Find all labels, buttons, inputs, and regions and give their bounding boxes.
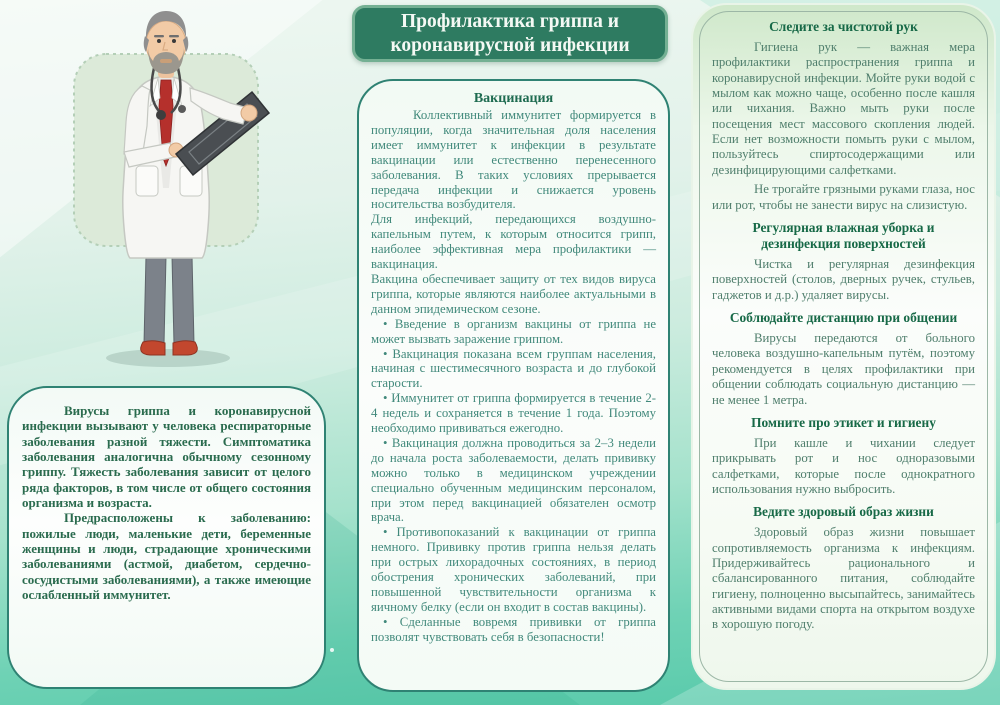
section-heading-healthy-lifestyle: Ведите здоровый образ жизни	[753, 504, 934, 520]
vaccination-bullet: • Сделанные вовремя прививки от гриппа позволят чувствовать себя в безопасности!	[371, 615, 656, 645]
vaccination-bullet: • Противопоказаний к вакцинации от гриппа немного. Прививку против гриппа нельзя делать при острых лихорадочных состояниях, в период обострения хронических заболеваний, при повышенной чувствительности организма к яичному белку (если он входит в состав вакцины).	[371, 525, 656, 614]
section-paragraph: Вирусы передаются от больного человека воздушно-капельным путём, поэтому рекомендуется в целях профилактики при общении соблюдать социальную дистанцию — не менее 1 метра.	[712, 331, 975, 407]
sparkle-dot	[330, 648, 334, 652]
vaccination-bullet: • Вакцинация должна проводиться за 2–3 недели до начала роста заболеваемости, делать прививку можно только в медицинском учреждении специально обученным медицинским персоналом, при этом перед вакцинацией обязателен осмотр врача.	[371, 436, 656, 525]
hygiene-box-inner	[699, 11, 988, 682]
section-heading-cleaning: Регулярная влажная уборка и дезинфекция поверхностей	[752, 219, 935, 251]
section-paragraph: Здоровый образ жизни повышает сопротивляемость организма к инфекциям. Придерживайтесь рационального и сбалансированного питания, соблюдайте гигиену, полноценно высыпайтесь, занимайтесь активными видами спорта на открытом воздухе в хорошую погоду.	[712, 525, 975, 632]
section-heading-hand-hygiene: Следите за чистотой рук	[769, 19, 918, 34]
vaccination-box	[357, 79, 670, 692]
vaccination-paragraph: Вакцина обеспечивает защиту от тех видов вируса гриппа, которые являются наиболее актуальными в данном эпидемическом сезоне.	[371, 271, 656, 316]
title-banner	[352, 5, 668, 62]
vaccination-paragraph: Коллективный иммунитет формируется в популяции, когда значительная доля населения имеет иммунитет к инфекции в результате вакцинации или естественно перенесенного заболевания. В таких условиях прерывается передача инфекции и снижается уровень носительства возбудителя.	[371, 108, 656, 212]
page-title: Профилактика гриппа и коронавирусной инфекции	[390, 10, 630, 56]
section-heading-distance: Соблюдайте дистанцию при общении	[729, 310, 958, 326]
doctor-with-tablet-drawing	[48, 6, 298, 378]
section-paragraph: Чистка и регулярная дезинфекция поверхностей (столов, дверных ручек, стульев, гаджетов и д.р.) удаляет вирусы.	[712, 257, 975, 302]
vaccination-paragraph: Для инфекций, передающихся воздушно-капельным путем, к которым относится грипп, наиболее эффективная мера профилактики — вакцинация.	[371, 212, 656, 272]
vaccination-heading: Вакцинация	[473, 91, 554, 106]
vaccination-bullet: • Вакцинация показана всем группам населения, начиная с шестимесячного возраста и до глубокой старости.	[371, 347, 656, 392]
section-paragraph: Гигиена рук — важная мера профилактики распространения гриппа и коронавирусной инфекции. Мойте руки водой с мылом как можно чаще, особенно после кашля или чихания. Важно мыть руки после посещения мест массового скопления людей. Если нет возможности помыть руки с мылом, пользуйтесь спиртосодержащими или дезинфицирующими салфетками.	[712, 40, 975, 177]
hygiene-box	[691, 3, 996, 690]
section-paragraph: При кашле и чихании следует прикрывать рот и нос одноразовыми салфетками, которые после однократного использования нужно выбросить.	[712, 435, 975, 496]
virus-info-box	[7, 386, 326, 689]
section-paragraph: Не трогайте грязными руками глаза, нос или рот, чтобы не занести вирус на слизистую.	[712, 182, 975, 212]
virus-risk-groups-paragraph: Предрасположены к заболеванию: пожилые люди, маленькие дети, беременные женщины и люди, страдающие хроническими заболеваниями (астмой, диабетом, сердечно-сосудистыми заболеваниями), а также имеющие ослабленный иммунитет.	[22, 510, 311, 602]
vaccination-bullet: • Введение в организм вакцины от гриппа не может вызвать заражение гриппом.	[371, 317, 656, 347]
doctor-illustration	[48, 6, 298, 378]
section-heading-etiquette: Помните про этикет и гигиену	[751, 414, 936, 430]
virus-info-paragraph: Вирусы гриппа и коронавирусной инфекции вызывают у человека респираторные заболевания разной тяжести. Симптоматика заболевания аналогична обычному сезонному гриппу. Тяжесть заболевания зависит от целого ряда факторов, в том числе от общего состояния организма и возраста.	[22, 403, 311, 510]
vaccination-bullet: • Иммунитет от гриппа формируется в течение 2-4 недель и сохраняется в течение 1 года. Поэтому необходимо прививаться ежегодно.	[371, 391, 656, 436]
